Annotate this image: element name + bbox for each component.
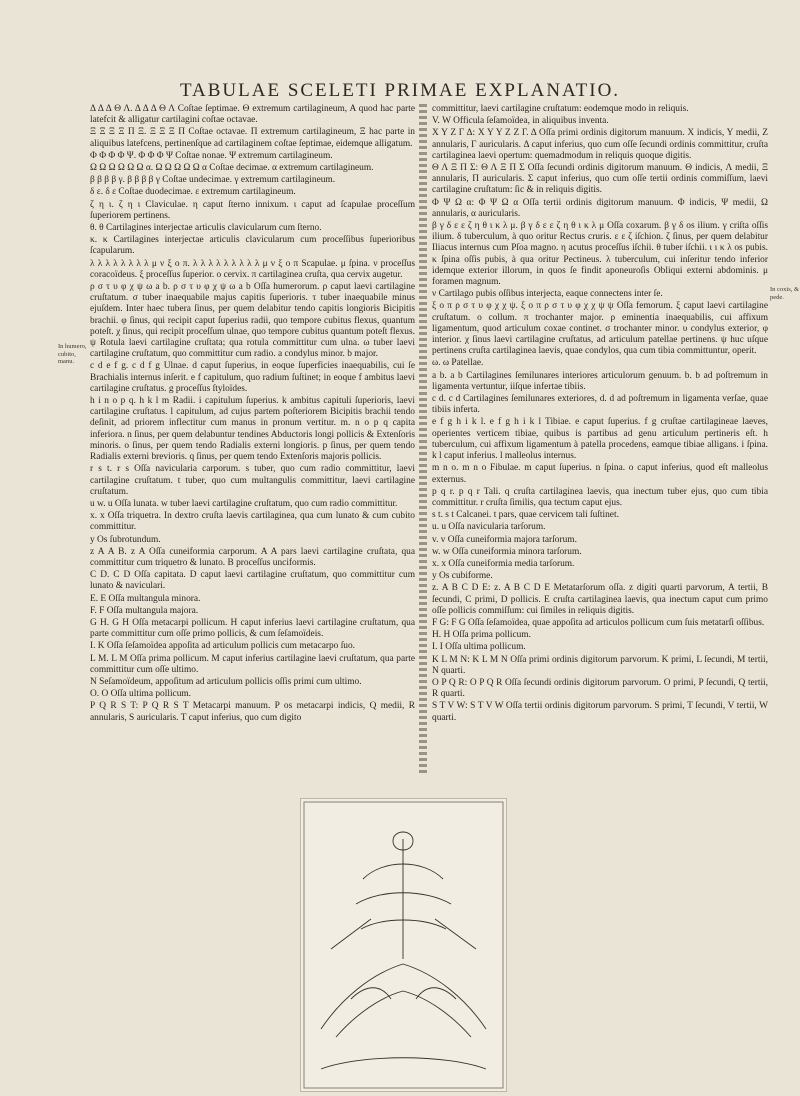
right-column-entry: e f g h i k l. e f g h i k l Tibiae. e caput ſuperius. f g cruſtae cartilagineae laeves, operientes verticem tibiae, quibus is partibus ad genu articulum pertineris eſt. h tuberculum, cui affixum ligamentum à patella procedens, eamque tibiae alligans. i ſpina. k l caput inferius. l malleolus internus. <box>432 417 768 462</box>
left-column-entry: G H. G H Oſſa metacarpi pollicum. H caput inferius laevi cartilagine cruſtatum, qua parte committitur cum oſſe primo pollicis, & cum ſeſamoïdeis. <box>90 617 415 640</box>
right-column-entry: V. W Officula ſeſamoïdea, in aliquibus inventa. <box>432 116 609 127</box>
right-column-entry: s t. s t Calcanei. t pars, quae cervicem tali ſuſtinet. <box>432 510 619 521</box>
left-column-entry: P Q R S T: P Q R S T Metacarpi manuum. P os metacarpi indicis, Q medii, R annularis, S auricularis. T caput inferius, quo cum digito <box>90 701 415 723</box>
right-column-entry: z. A B C D E: z. A B C D E Metatarſorum oſſa. z digiti quarti parvorum, A tertii, B ſecundi, C primi, D pollicis. E cruſta cartilaginea laevis, qua inectum caput cum primo oſſe pollicis commiſſum: cui ſimiles in reliquis digitis. <box>432 583 768 616</box>
left-column-entry: ζ η ι. ζ η ι Claviculae. η caput ſterno innixum. ι caput ad ſcapulae proceſſum ſuperiorem pertinens. <box>90 199 415 221</box>
left-column-entry: z A A B. z A Oſſa cuneiformia carporum. A A pars laevi cartilagine cruſtata, qua committitur cum triquetro & lunato. B proceſſus unciformis. <box>90 546 415 568</box>
right-column-entry: w. w Oſſa cuneiformia minora tarſorum. <box>432 546 582 557</box>
left-column-entry: Φ Φ Φ Φ Ψ. Φ Φ Φ Ψ Coſtae nonae. Ψ extremum cartilagineum. <box>90 150 333 161</box>
right-column-entry: m n o. m n o Fibulae. m caput ſuperius. n ſpina. o caput inferius, quod eſt malleolus externus. <box>432 463 768 485</box>
left-column-entry: h i n o p q. h k l m Radii. i capitulum ſuperius. k ambitus capituli ſuperioris, laevi cartilagine cruſtatus. l capitulum, ad cujus partem poſteriorem Bicipitis brachii tendo deſinit, ad priorem inflectitur cum manus in pronum vertitur. m. n o p q capita inferiora. n ſinus, per quem delabuntur tendines Abductoris longi pollicis & Extenſoris minoris. o ſinus, per quem tendo Radialis externi longioris. p ſinus, per quem tendo Radialis externi brevioris. q ſinus, per quem tendo Extenſoris majoris pollicis. <box>90 396 415 463</box>
left-column-entry: O. O Oſſa ultima pollicum. <box>90 689 192 700</box>
margin-note-right: In coxis, & pede. <box>770 286 800 301</box>
left-column-entry: Ω Ω Ω Ω Ω Ω α. Ω Ω Ω Ω Ω α Coſtae decimae. α extremum cartilagineum. <box>90 163 374 174</box>
left-column-entry: β β β β γ. β β β β γ Coſtae undecimae. γ extremum cartilagineum. <box>90 175 336 186</box>
left-column-entry: F. F Oſſa multangula majora. <box>90 605 199 616</box>
left-column-entry: N Seſamoïdeum, appoſitum ad articulum pollicis oſſis primi cum ultimo. <box>90 676 362 687</box>
right-column-entry: u. u Oſſa navicularia tarſorum. <box>432 522 546 533</box>
right-column-entry: v. v Oſſa cuneiformia majora tarſorum. <box>432 534 577 545</box>
right-column-entry: O P Q R: O P Q R Oſſa ſecundi ordinis digitorum parvorum. O primi, P ſecundi, Q tertii, R quarti. <box>432 677 768 700</box>
left-column-entry: r s t. r s Oſſa navicularia carporum. s tuber, quo cum radio committitur, laevi cartilagine cruſtatum. t tuber, quo cum multangulis committitur, laevi cartilagine cruſtatum. <box>90 464 415 497</box>
left-column-entry: Ξ Ξ Ξ Ξ Π Ξ. Ξ Ξ Ξ Π Coſtae octavae. Π extremum cartilagineum, Ξ hac parte in aliquibus latefcens, pertinenſque ad cartilaginem coſtae ſeptimae, eidemque alligatum. <box>90 127 415 149</box>
left-column-entry: κ. κ Cartilagines interjectae articulis clavicularum cum proceſſibus ſuperioribus ſcapularum. <box>90 235 415 257</box>
column-divider <box>419 104 427 774</box>
left-column-entry: Δ Δ Δ Θ Λ. Δ Δ Δ Θ Λ Coſtae ſeptimae. Θ extremum cartilagineum, A quod hac parte latefcit & alligatur cartilagini coſtae octavae. <box>90 104 415 126</box>
right-column-entry: K L M N: K L M N Oſſa primi ordinis digitorum parvorum. K primi, L ſecundi, M tertii, N quarti. <box>432 654 768 676</box>
left-column-entry: E. E Oſſa multangula minora. <box>90 593 201 604</box>
left-column-entry: λ λ λ λ λ λ λ λ μ ν ξ ο π. λ λ λ λ λ λ λ λ λ μ ν ξ ο π Scapulae. μ ſpina. ν proceſſus coracoïdeus. ξ proceſſus ſuperior. ο cervix. π cartilaginea cruſta, qua cervix augetur. <box>90 258 415 280</box>
left-column-entry: C D. C D Oſſa capitata. D caput laevi cartilagine cruſtatum, quo committitur cum lunato & naviculari. <box>90 570 415 592</box>
right-column-entry: c d. c d Cartilagines ſemilunares exteriores, d. d ad poſtremum in ligamenta verſae, quae tibiis inferta. <box>432 394 768 416</box>
left-column <box>90 104 415 725</box>
right-column-entry: F G: F G Oſſa ſeſamoïdea, quae appoſita ad articulos pollicum cum ſuis metatarſi oſſibus. <box>432 617 765 628</box>
margin-note-left: In humero, cubito, manu. <box>58 343 87 365</box>
left-column-entry: θ. θ Cartilagines interjectae articulis clavicularum cum ſterno. <box>90 223 322 234</box>
skeleton-vignette-icon <box>301 799 506 1091</box>
right-column-entry: Θ Λ Ξ Π Σ: Θ Λ Ξ Π Σ Oſſa ſecundi ordinis digitorum manuum. Θ indicis, Λ medii, Ξ annularis, Π auricularis. Σ caput inferius, quo cum oſſe tertii ordinis commiſſum, laevi cartilagine cruſtatum: ſic & in reliquis digitis. <box>432 163 768 196</box>
right-column-entry: p q r. p q r Tali. q cruſta cartilaginea laevis, qua inectum tuber ejus, quo cum tibia committitur. r cruſta ſimilis, qua tectum caput ejus. <box>432 486 768 508</box>
right-column-entry: S T V W: S T V W Oſſa tertii ordinis digitorum parvorum. S primi, T ſecundi, V tertii, W quarti. <box>432 701 768 723</box>
right-column-entry: committitur, laevi cartilagine cruſtatum: eodemque modo in reliquis. <box>432 104 689 114</box>
page-title: TABULAE SCELETI PRIMAE EXPLANATIO. <box>179 80 621 101</box>
right-column-entry: a b. a b Cartilagines ſemilunares interiores articulorum genuum. b. b ad poſtremum in ligamenta vertuntur, iiſque infertae tibiis. <box>432 370 768 392</box>
right-column-entry: x. x Oſſa cuneiformia media tarſorum. <box>432 558 575 569</box>
right-column-entry: y Os cubiforme. <box>432 571 493 582</box>
left-column-entry: I. K Oſſa ſeſamoïdea appoſita ad articulum pollicis cum metacarpo ſuo. <box>90 641 356 652</box>
right-column-entry: I. I Oſſa ultima pollicum. <box>432 642 526 653</box>
right-column <box>432 104 768 725</box>
left-column-entry: x. x Oſſa triquetra. In dextro cruſta laevis cartilaginea, qua cum lunato & cum cubito committitur. <box>90 511 415 533</box>
left-column-entry: L M. L M Oſſa prima pollicum. M caput inferius cartilagine laevi cruſtatum, qua parte committitur cum oſſe ultimo. <box>90 653 415 675</box>
left-column-entry: u w. u Oſſa lunata. w tuber laevi cartilagine cruſtatum, quo cum radio committitur. <box>90 498 398 509</box>
right-column-entry: Φ Ψ Ω α: Φ Ψ Ω α Oſſa tertii ordinis digitorum manuum. Φ indicis, Ψ medii, Ω annularis, α auricularis. <box>432 197 768 219</box>
right-column-entry: X Y Z Γ Δ: X Y Y Z Z Γ. Δ Oſſa primi ordinis digitorum manuum. X indicis, Y medii, Z annularis, Γ auricularis. Δ caput inferius, quo cum oſſe ſecundi ordinis committitur, cruſta cartilaginea laevi opertum: quemadmodum in reliquis quoque digitis. <box>432 128 768 161</box>
right-column-entry: ξ ο π ρ σ τ υ φ χ χ ψ. ξ ο π ρ σ τ υ φ χ χ ψ ψ Oſſa femorum. ξ caput laevi cartilagine cruſtatum. ο collum. π trochanter major. ρ eminentia inaequabilis, cui affixum ligamentum, quod articulum coxae continet. σ trochanter minor. υ condylus exterior, φ interior. χ ſinus laevi cartilagine cruſtatus, ad articulum patellae pertinens. ψ huc uſque pertinens cruſta cartilaginea laevis, quae condylos, qua cum tibia committuntur, operit. <box>432 301 768 357</box>
left-column-entry: y Os ſubrotundum. <box>90 534 161 545</box>
right-column-entry: β γ δ ε ε ζ η θ ι κ λ μ. β γ δ ε ε ζ η θ ι κ λ μ Oſſa coxarum. β γ δ os ilium. γ criſta oſſis ilium. δ tuberculum, à quo oritur Rectus cruris. ε ε ζ iſchion. ζ ſinus, per quem delabitur Iliacus internus cum Pſoa magno. η acutus proceſſus iſchii. θ tuber iſchii. ι ι κ λ os pubis. κ ſpina oſſis pubis, à qua oritur Pectineus. λ tuberculum, cui inſeritur tendo inferior idemque exterior illorum, in quos ſe findit aponeuroſis Obliqui externi abdominis. μ foramen magnum. <box>432 221 768 288</box>
engraved-plate-illustration <box>300 798 507 1092</box>
right-column-entry: H. H Oſſa prima pollicum. <box>432 630 531 641</box>
right-column-entry: ν Cartilago pubis oſſibus interjecta, eaque connectens inter ſe. <box>432 289 663 300</box>
left-column-entry: ρ σ τ υ φ χ ψ ω a b. ρ σ τ υ φ χ ψ ω a b Oſſa humerorum. ρ caput laevi cartilagine cruſtatum. σ tuber inaequabile majus capitis ſuperioris. τ tuber inaequabile minus ejuſdem. Inter haec tubera ſinus, per quem delabitur tendo capitis longioris Bicipitis brachii. φ ſinus, qui recipit caput ſuperius radii, quo tempore cubitus flexus, quantum poteſt. χ ſinus, qui recipit proceſſum ulnae, quo tempore cubitus quantum poteſt flexus. ψ Rotula laevi cartilagine cruſtata; qua rotula committitur cum ulna. ω tuber laevi cartilagine cruſtatum, quo committitur cum radio. a condylus minor. b major. <box>90 282 415 360</box>
left-column-entry: δ ε. δ ε Coſtae duodecimae. ε extremum cartilagineum. <box>90 187 296 198</box>
left-column-entry: c d e f g. c d f g Ulnae. d caput ſuperius, in eoque ſuperficies inaequabilis, cui ſe Brachialis internus inſerit. e f capitulum, quo radium ſuſtinet; in eoque f ambitus laevi cartilagine cruſtatus. g proceſſus ſtyloïdes. <box>90 361 415 394</box>
right-column-entry: ω. ω Patellae. <box>432 358 484 369</box>
